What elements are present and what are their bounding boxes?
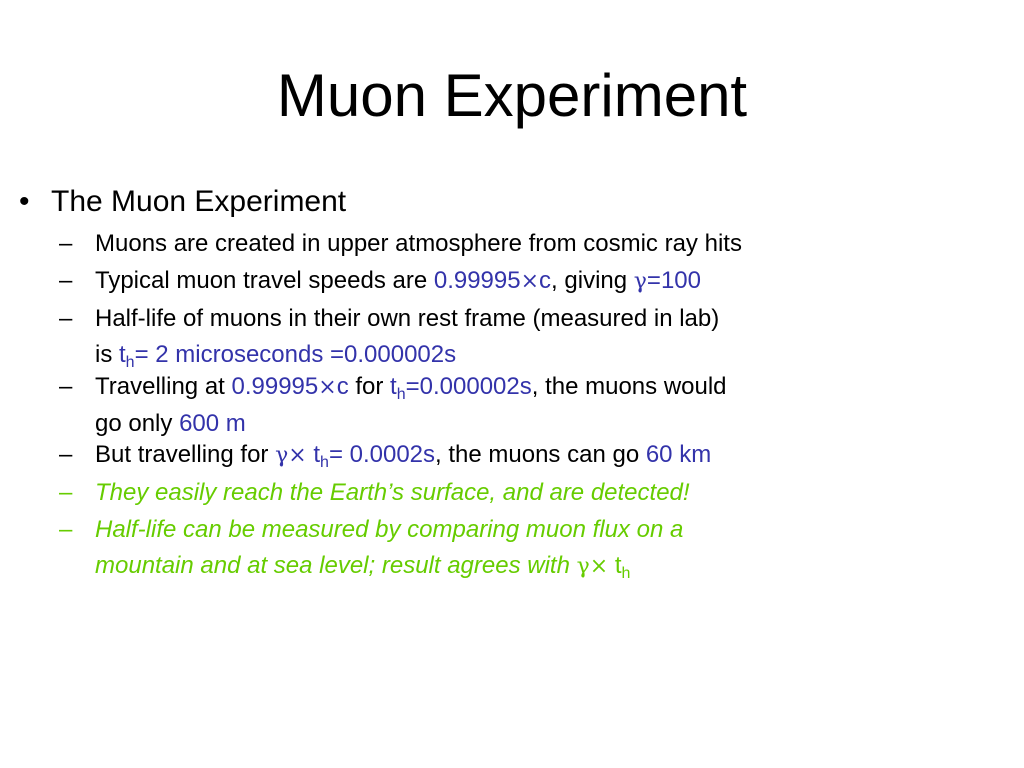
bullet-text: The Muon Experiment	[51, 185, 347, 218]
halflife-value: = 2 microseconds =0.000002s	[134, 341, 457, 368]
dash-marker: –	[59, 267, 73, 294]
sub-item-text: Half-life can be measured by comparing muon flux on a mountain and at sea level; result agrees with $\gamma\times t_h$	[95, 516, 684, 582]
sub-item-text: Typical muon travel speeds are 0.99995×c, giving γ=100	[95, 267, 701, 294]
sub-item-text: Half-life of muons in their own rest frame (measured in lab) is $t_h= 2$ microseconds =0.000002s	[95, 305, 720, 371]
bullet-marker: •	[19, 185, 30, 218]
gamma-symbol: γ	[576, 554, 590, 579]
bullet-item-muon-experiment	[19, 184, 346, 220]
dash-marker: –	[59, 305, 73, 332]
slide-title: Muon Experiment	[276, 62, 748, 129]
times-symbol: ×	[288, 443, 307, 468]
gamma-symbol: γ	[275, 443, 289, 468]
sub-item-text: Muons are created in upper atmosphere from cosmic ray hits	[95, 230, 742, 257]
distance-60km: 60 km	[645, 441, 712, 468]
dash-marker: –	[59, 479, 73, 506]
speed-value: 0.99995	[433, 267, 521, 294]
gamma-value: =100	[646, 267, 701, 294]
dash-marker: –	[59, 516, 73, 543]
dash-marker: –	[59, 373, 73, 400]
dash-marker: –	[59, 230, 73, 257]
dash-marker: –	[59, 441, 73, 468]
gamma-symbol: γ	[633, 269, 647, 294]
sub-item-text: But travelling for $\gamma\times t_h= 0.0002s$, the muons can go 60 km	[95, 441, 712, 471]
sub-item-text: Travelling at 0.99995×c for $t_h=0.000002s$, the muons would go only 600 m	[95, 373, 727, 437]
times-symbol: ×	[589, 554, 609, 579]
distance-600m: 600 m	[179, 410, 246, 437]
times-symbol: ×	[318, 375, 337, 400]
times-symbol: ×	[520, 269, 540, 294]
sub-item-text: They easily reach the Earth’s surface, and are detected!	[95, 479, 690, 506]
